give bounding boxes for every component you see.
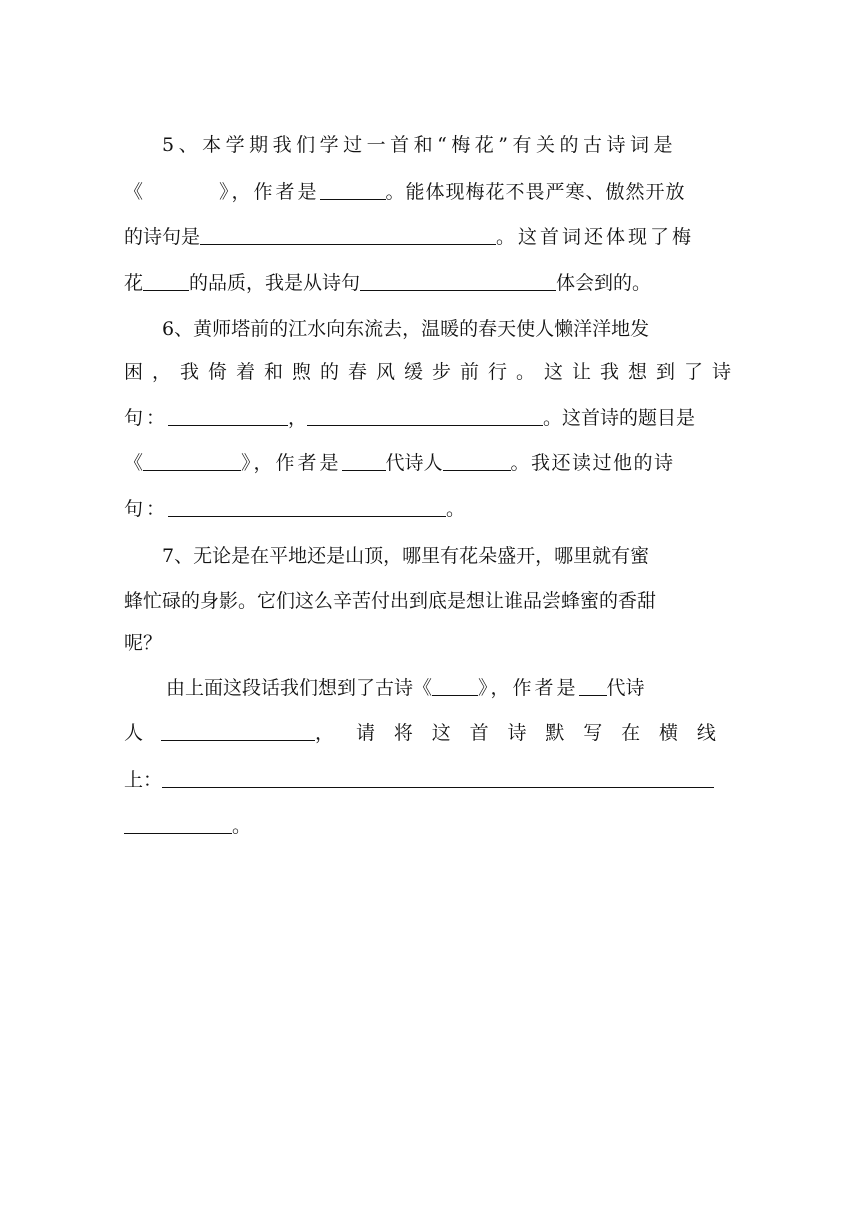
q6-line-5: [124, 494, 716, 524]
q5-line-4: [124, 268, 716, 298]
q7-text: 呢？: [124, 632, 163, 654]
q7-line-5: [124, 718, 716, 748]
q7-text: 》，作者是: [478, 677, 579, 699]
q6-text: 句：: [124, 407, 169, 429]
q7-char: 这: [431, 722, 451, 744]
q6-text: 困，我倚着和煦的春风缓步前行。这让我想到了诗: [124, 361, 741, 383]
q6-dynasty-blank[interactable]: [342, 448, 386, 471]
q6-line-3: [124, 403, 716, 433]
q7-char: 诗: [507, 722, 527, 744]
q5-text: 。能体现梅花不畏严寒、傲然开放: [385, 181, 686, 203]
q5-text: 的诗句是: [124, 226, 201, 248]
q6-title-blank[interactable]: [143, 448, 241, 471]
q5-line-1: [162, 130, 716, 160]
q5-source-verse-blank[interactable]: [360, 268, 556, 291]
q6-text: 。: [446, 498, 466, 520]
q6-text: 。我还读过他的诗: [510, 452, 675, 474]
q6-text: 句：: [124, 498, 169, 520]
q6-verse-blank-1[interactable]: [168, 403, 288, 426]
q7-line-4: [166, 673, 716, 703]
q6-text: ，: [288, 407, 308, 429]
q5-author-label: 》，作者是: [219, 181, 320, 203]
q7-text: 代诗: [606, 677, 645, 699]
q7-poet-blank[interactable]: [161, 718, 315, 741]
q7-text: 由上面这段话我们想到了古诗《: [166, 677, 433, 699]
q6-line-1: [162, 314, 716, 344]
q6-line-4: [124, 448, 716, 478]
q7-text: 7、无论是在平地还是山顶，哪里有花朵盛开，哪里就有蜜: [162, 545, 650, 567]
q5-line-3: [124, 222, 716, 252]
q5-text: 体会到的。: [556, 272, 652, 294]
q7-line-6: [124, 765, 716, 795]
q7-poem-blank-2[interactable]: [124, 811, 232, 834]
q6-verse-blank-2[interactable]: [307, 403, 543, 426]
q5-text: 。这首词还体现了梅: [496, 226, 695, 248]
q7-char: 在: [621, 722, 641, 744]
q7-char: 横: [659, 722, 679, 744]
q7-char: 首: [469, 722, 489, 744]
q6-text: 6、黄师塔前的江水向东流去，温暖的春天使人懒洋洋地发: [162, 318, 650, 340]
q5-line-2: [124, 177, 716, 207]
q7-char: 请: [356, 722, 376, 744]
q7-text: ，: [315, 722, 335, 744]
q7-text: 蜂忙碌的身影。它们这么辛苦付出到底是想让谁品尝蜂蜜的香甜: [124, 590, 657, 612]
q7-line-1: [162, 541, 716, 571]
book-open-bracket: 《: [124, 181, 144, 203]
q7-line-3: [124, 628, 716, 658]
q5-verse-blank[interactable]: [200, 222, 496, 245]
q7-text: 人: [124, 722, 144, 744]
book-open-bracket: 《: [124, 452, 144, 474]
q7-title-blank[interactable]: [432, 673, 478, 696]
q5-text: 花: [124, 272, 144, 294]
q7-text: 。: [232, 815, 252, 837]
q6-text: 》，作者是: [241, 452, 342, 474]
q7-line-2: [124, 586, 716, 616]
q7-char: 将: [393, 722, 413, 744]
q6-line-2: [124, 357, 741, 387]
q7-char: 默: [545, 722, 565, 744]
q6-poet-blank[interactable]: [443, 448, 511, 471]
q5-quality-blank[interactable]: [143, 268, 189, 291]
q5-text: 的品质，我是从诗句: [189, 272, 361, 294]
q7-line-7: [124, 811, 716, 841]
q7-text: 上：: [124, 769, 163, 791]
q7-dynasty-blank[interactable]: [579, 673, 607, 696]
q5-author-blank[interactable]: [320, 177, 386, 200]
q7-char: 写: [583, 722, 603, 744]
q7-char: 线: [696, 722, 716, 744]
q5-text: 5、本学期我们学过一首和“梅花”有关的古诗词是: [162, 134, 678, 156]
q6-other-verse-blank[interactable]: [168, 494, 446, 517]
q6-text: 代诗人: [385, 452, 443, 474]
q7-spread-text: [356, 718, 716, 748]
q7-poem-blank-1[interactable]: [162, 765, 714, 788]
q6-text: 。这首诗的题目是: [543, 407, 696, 429]
